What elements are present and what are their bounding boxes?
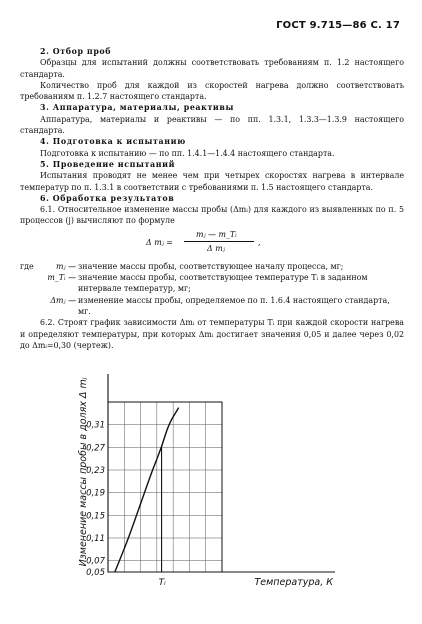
section-6-2-paragraph: 6.2. Строят график зависимости Δmᵢ от температуры Tᵢ при каждой скорости нагрева и определяют температуры, при которых Δmᵢ достигает значения 0,05 и далее через 0,02 до Δmᵢ=0,30 (чертеж). [20,318,404,350]
definition-2 [20,272,404,295]
section-2-heading: 2. Отбор проб [40,47,112,56]
definition-1-term: mⱼ — [56,261,76,271]
section-6-heading: 6. Обработка результатов [40,193,175,203]
formula-denominator: Δ mⱼ [207,243,225,253]
section-4-heading: 4. Подготовка к испытанию [40,137,186,147]
document-body [20,46,404,351]
y-tick-label: 0,27 [86,443,105,454]
definition-1-text: значение массы пробы, соответствующее началу процесса, мг; [78,261,344,271]
where-intro: где [20,261,34,271]
y-tick-label: 0,11 [86,534,105,544]
section-5-heading: 5. Проведение испытаний [40,159,176,169]
definition-2-term: m_Tᵢ — [47,273,76,283]
formula-lhs: Δ mⱼ = [146,237,173,247]
section-3-heading: 3. Аппаратура, материалы, реактивы [40,103,234,113]
y-tick-label: 0,05 [86,568,105,578]
formula-numerator: mⱼ — m_Tᵢ [196,229,237,239]
section-3-paragraph: Аппаратура, материалы и реактивы — по пп. 1.3.1, 1.3.3—1.3.9 настоящего стандарта. [20,114,404,136]
section-6-1-paragraph: 6.1. Относительное изменение массы пробы (Δmᵢ) для каждого из выявленных по п. 5 процессов (j) вычисляют по формуле [20,205,404,226]
section-2-paragraph-2: Количество проб для каждой из скоростей нагрева должно соответствовать требованиям п. 1.2.7 настоящего стандарта. [20,80,404,102]
formula [20,229,404,259]
section-2-paragraph-1: Образцы для испытаний должны соответствовать требованиям п. 1.2 настоящего стандарта. [20,58,404,79]
formula-fraction-line [184,241,254,242]
y-tick-label: 0,23 [86,466,105,476]
section-5-paragraph: Испытания проводят не менее чем при четырех скоростях нагрева в интервале температур по п. 1.3.1 в соответствии с требованиями п. 1.5 настоящего стандарта. [20,171,404,192]
page-header: ГОСТ 9.715—86 С. 17 [276,20,400,31]
data-curve [115,408,179,572]
y-tick-label: 0,15 [86,511,105,522]
y-axis-label: Изменение массы пробы в долях Δ mⱼ [78,377,89,567]
definition-2-text: значение массы пробы, соответствующее температуре Tᵢ в заданном интервале температур, мг; [78,273,368,294]
definition-1 [20,261,404,272]
plot-frame [108,402,222,572]
definition-3-text: изменение массы пробы, определяемое по п. 1.6.4 настоящего стандарта, мг. [78,295,390,316]
formula-comma: , [258,237,261,247]
definition-3-term: Δmⱼ — [50,295,76,305]
y-tick-label: 0,31 [86,420,105,431]
section-4-paragraph: Подготовка к испытанию — по пп. 1.4.1—1.4.4 настоящего стандарта. [40,148,335,158]
definition-3 [20,295,404,318]
x-tick-label-ti: Tᵢ [158,578,166,588]
x-axis-label: Температура, К [254,577,333,588]
y-tick-label: 0,07 [86,556,105,567]
y-tick-label: 0,19 [86,488,105,499]
